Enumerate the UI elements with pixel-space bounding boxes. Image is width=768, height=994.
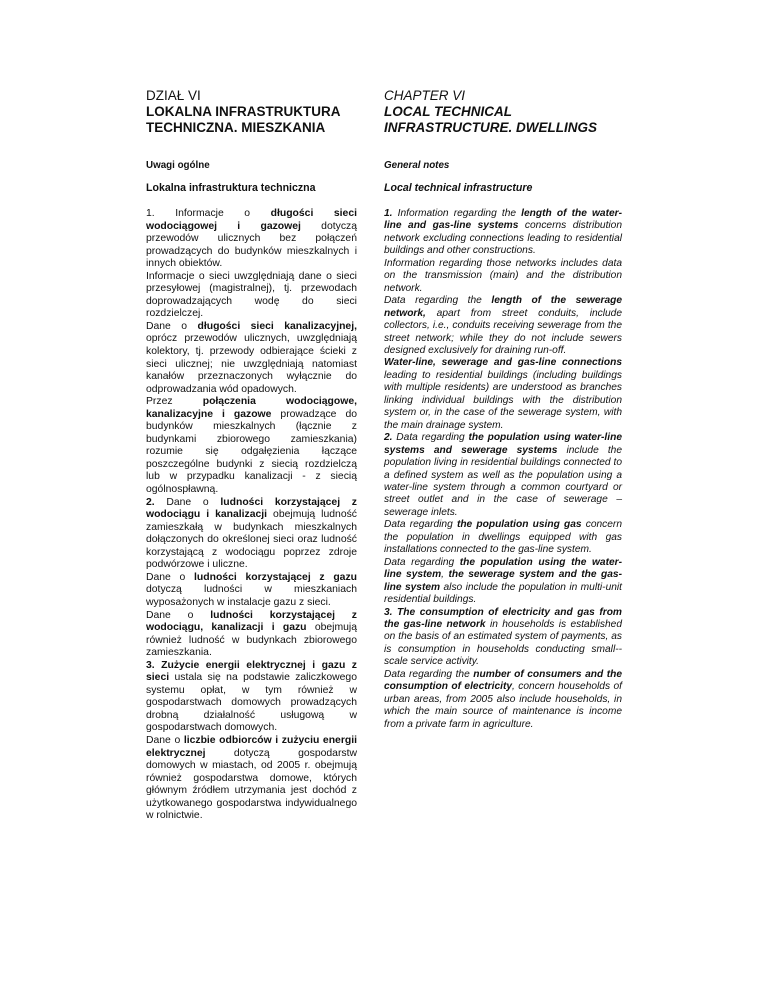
paragraph: [384, 432, 622, 519]
section-heading-pl: Lokalna infrastruktura techniczna: [146, 182, 316, 194]
bold-text-run: ludności korzystającej z gazu: [194, 571, 357, 583]
paragraph: [384, 357, 622, 432]
text-run: prowadzące do budynków mieszkalnych (łącznie z budynkami zbiorowego zamieszkania) rozumie się odgałęzienia łączące poszczególne budynki z siecią rozdzielczą lub w przypadku kanalizacji - z siecią ogólnospławną.: [146, 408, 357, 496]
text-run: Data regarding the: [384, 295, 492, 307]
text-run: 1. Informacje o: [146, 208, 271, 219]
bold-text-run: ludności korzystającej z wodociągu, kanalizacji i gazu: [146, 609, 357, 634]
text-run: Data regarding: [392, 432, 469, 444]
bold-text-run: 3. Zużycie energii elektrycznej i gazu z sieci: [146, 659, 357, 684]
text-run: dotyczą ludności w mieszkaniach wyposażonych w instalacje gazu z sieci.: [146, 584, 357, 608]
bold-text-run: the population using water-line systems and sewerage systems: [384, 432, 622, 456]
chapter-title-line1-pl: LOKALNA INFRASTRUKTURA: [146, 104, 341, 119]
paragraph: [384, 258, 622, 295]
text-run: Data regarding: [384, 556, 460, 568]
text-run: also include the population in multi-unit residential buildings.: [384, 581, 622, 606]
text-run: oprócz przewodów ulicznych, uwzględniają kolektory, tj. przewody odbierające ścieki z sieci ulicznej; nie uwzględniają natomiast kanałów przeznaczonych wyłącznie do odprowadzania wód opadowych.: [146, 333, 357, 395]
bold-text-run: 2.: [146, 496, 155, 508]
text-run: Dane o: [146, 609, 211, 621]
chapter-header-pl: [146, 88, 357, 136]
chapter-title-line1-en: LOCAL TECHNICAL: [384, 104, 512, 119]
text-run: apart from street conduits, include collectors, i.e., conduits receiving sewerage from the street network; while they do not include sewers designed exclusively for draining run-off.: [384, 307, 622, 356]
text-run: dotyczą gospodarstw domowych w miastach, od 2005 r. obejmują również gospodarstwa domowe, których głównym źródłem utrzymania jest dochód z użytkowanego gospodarstwa indywidualnego w rolnictwie.: [146, 747, 357, 822]
text-run: Data regarding: [384, 519, 457, 531]
body-text-en: [384, 208, 622, 731]
bold-text-run: połączenia wodociągowe, kanalizacyjne i gazowe: [146, 396, 357, 420]
polish-column: [146, 88, 357, 822]
paragraph: [146, 497, 357, 572]
text-run: in households is established on the basis of an estimated system of payments, as is consumption in households conducting small--scale service activity.: [384, 618, 622, 668]
paragraph: [146, 572, 357, 610]
paragraph: [384, 669, 622, 731]
paragraph: [384, 557, 622, 607]
text-run: ,: [441, 569, 449, 581]
text-run: include the population living in residential buildings connected to a defined system as well as the population using a water-line system through a common courtyard or street outlet and in the case of sewerage – sewerage inlets.: [384, 444, 622, 518]
bold-text-run: length of the sewerage network,: [384, 295, 623, 319]
chapter-number-pl: DZIAŁ VI: [146, 88, 201, 103]
chapter-number-en: CHAPTER VI: [384, 88, 466, 103]
text-run: dotyczą przewodów ulicznych bez połączeń prowadzących do budynków mieszkalnych i innych obiektów.: [146, 220, 357, 270]
paragraph: [384, 295, 622, 357]
text-run: obejmują ludność zamieszkałą w budynkach mieszkalnych dołączonych do określonej sieci oraz ludność korzystającą z wodociągu poprzez zdroje podwórzowe i uliczne.: [146, 509, 357, 571]
english-column: [384, 88, 623, 730]
bold-text-run: 2.: [384, 432, 393, 444]
paragraph: [384, 607, 622, 669]
paragraph: [146, 321, 357, 396]
chapter-title-line2-en: INFRASTRUCTURE. DWELLINGS: [384, 120, 597, 135]
paragraph: [384, 519, 622, 556]
text-run: concern the population in dwellings equipped with gas installations connected to the gas-line system.: [384, 519, 622, 556]
bold-text-run: ludności korzystającej z wodociągu i kanalizacji: [146, 496, 357, 521]
text-run: Przez: [146, 396, 203, 408]
bold-text-run: długości sieci kanalizacyjnej,: [197, 320, 357, 332]
paragraph: [146, 271, 357, 321]
general-notes-heading-en: General notes: [384, 160, 450, 171]
text-run: ustala się na podstawie zaliczkowego systemu opłat, w tym również w gospodarstwach domowych prowadzących drobną działalność usługową w gospodarstwach domowych.: [146, 672, 357, 734]
text-run: obejmują również ludność w budynkach zbiorowego zamieszkania.: [146, 622, 357, 659]
bold-text-run: length of the water-line and gas-line systems: [384, 208, 622, 232]
bold-text-run: długości sieci wodociągowej i gazowej: [146, 208, 357, 232]
text-run: Information regarding the: [392, 208, 522, 219]
text-run: leading to residential buildings (including buildings with multiple residents) are understood as branches linking individual buildings with the distribution system or, in the case of the sewerage system, with the main drainage system.: [384, 369, 622, 431]
paragraph: [146, 660, 357, 735]
text-run: Data regarding the: [384, 668, 474, 680]
bold-text-run: number of consumers and the consumption of electricity: [384, 668, 622, 693]
text-run: Dane o: [146, 320, 198, 332]
bold-text-run: liczbie odbiorców i zużyciu energii elektrycznej: [146, 734, 357, 759]
section-heading-en: Local technical infrastructure: [384, 182, 533, 194]
text-run: Dane o: [146, 571, 195, 583]
text-run: , concern households of urban areas, from 2005 also include households, in which the main source of maintenance is income from a private farm in agriculture.: [384, 681, 622, 730]
paragraph: [146, 610, 357, 660]
chapter-title-line2-pl: TECHNICZNA. MIESZKANIA: [146, 120, 326, 135]
paragraph: [384, 208, 622, 258]
text-run: Dane o: [146, 734, 184, 746]
bold-text-run: Water-line, sewerage and gas-line connections: [384, 357, 622, 369]
paragraph: [146, 396, 357, 496]
bold-text-run: 1.: [384, 208, 393, 219]
bold-text-run: the sewerage system and the gas-line system: [384, 569, 622, 593]
text-run: concerns distribution network excluding connections leading to residential buildings and other constructions.: [384, 220, 623, 257]
bold-text-run: the population using the water-line system: [384, 556, 622, 581]
general-notes-heading-pl: Uwagi ogólne: [146, 160, 210, 171]
bold-text-run: 3. The consumption of electricity and gas from the gas-line network: [384, 606, 622, 630]
bold-text-run: the population using gas: [456, 519, 582, 531]
text-run: Dane o: [154, 496, 221, 508]
text-run: Information regarding those networks includes data on the transmission (main) and the distribution network.: [384, 257, 622, 294]
chapter-header-en: [384, 88, 622, 136]
paragraph: [146, 735, 357, 823]
body-text-pl: [146, 208, 357, 823]
paragraph: [146, 208, 357, 271]
text-run: Informacje o sieci uwzględniają dane o sieci przesyłowej (magistralnej), tj. przewodach doprowadzających wodę do sieci rozdzielczej.: [146, 270, 357, 320]
